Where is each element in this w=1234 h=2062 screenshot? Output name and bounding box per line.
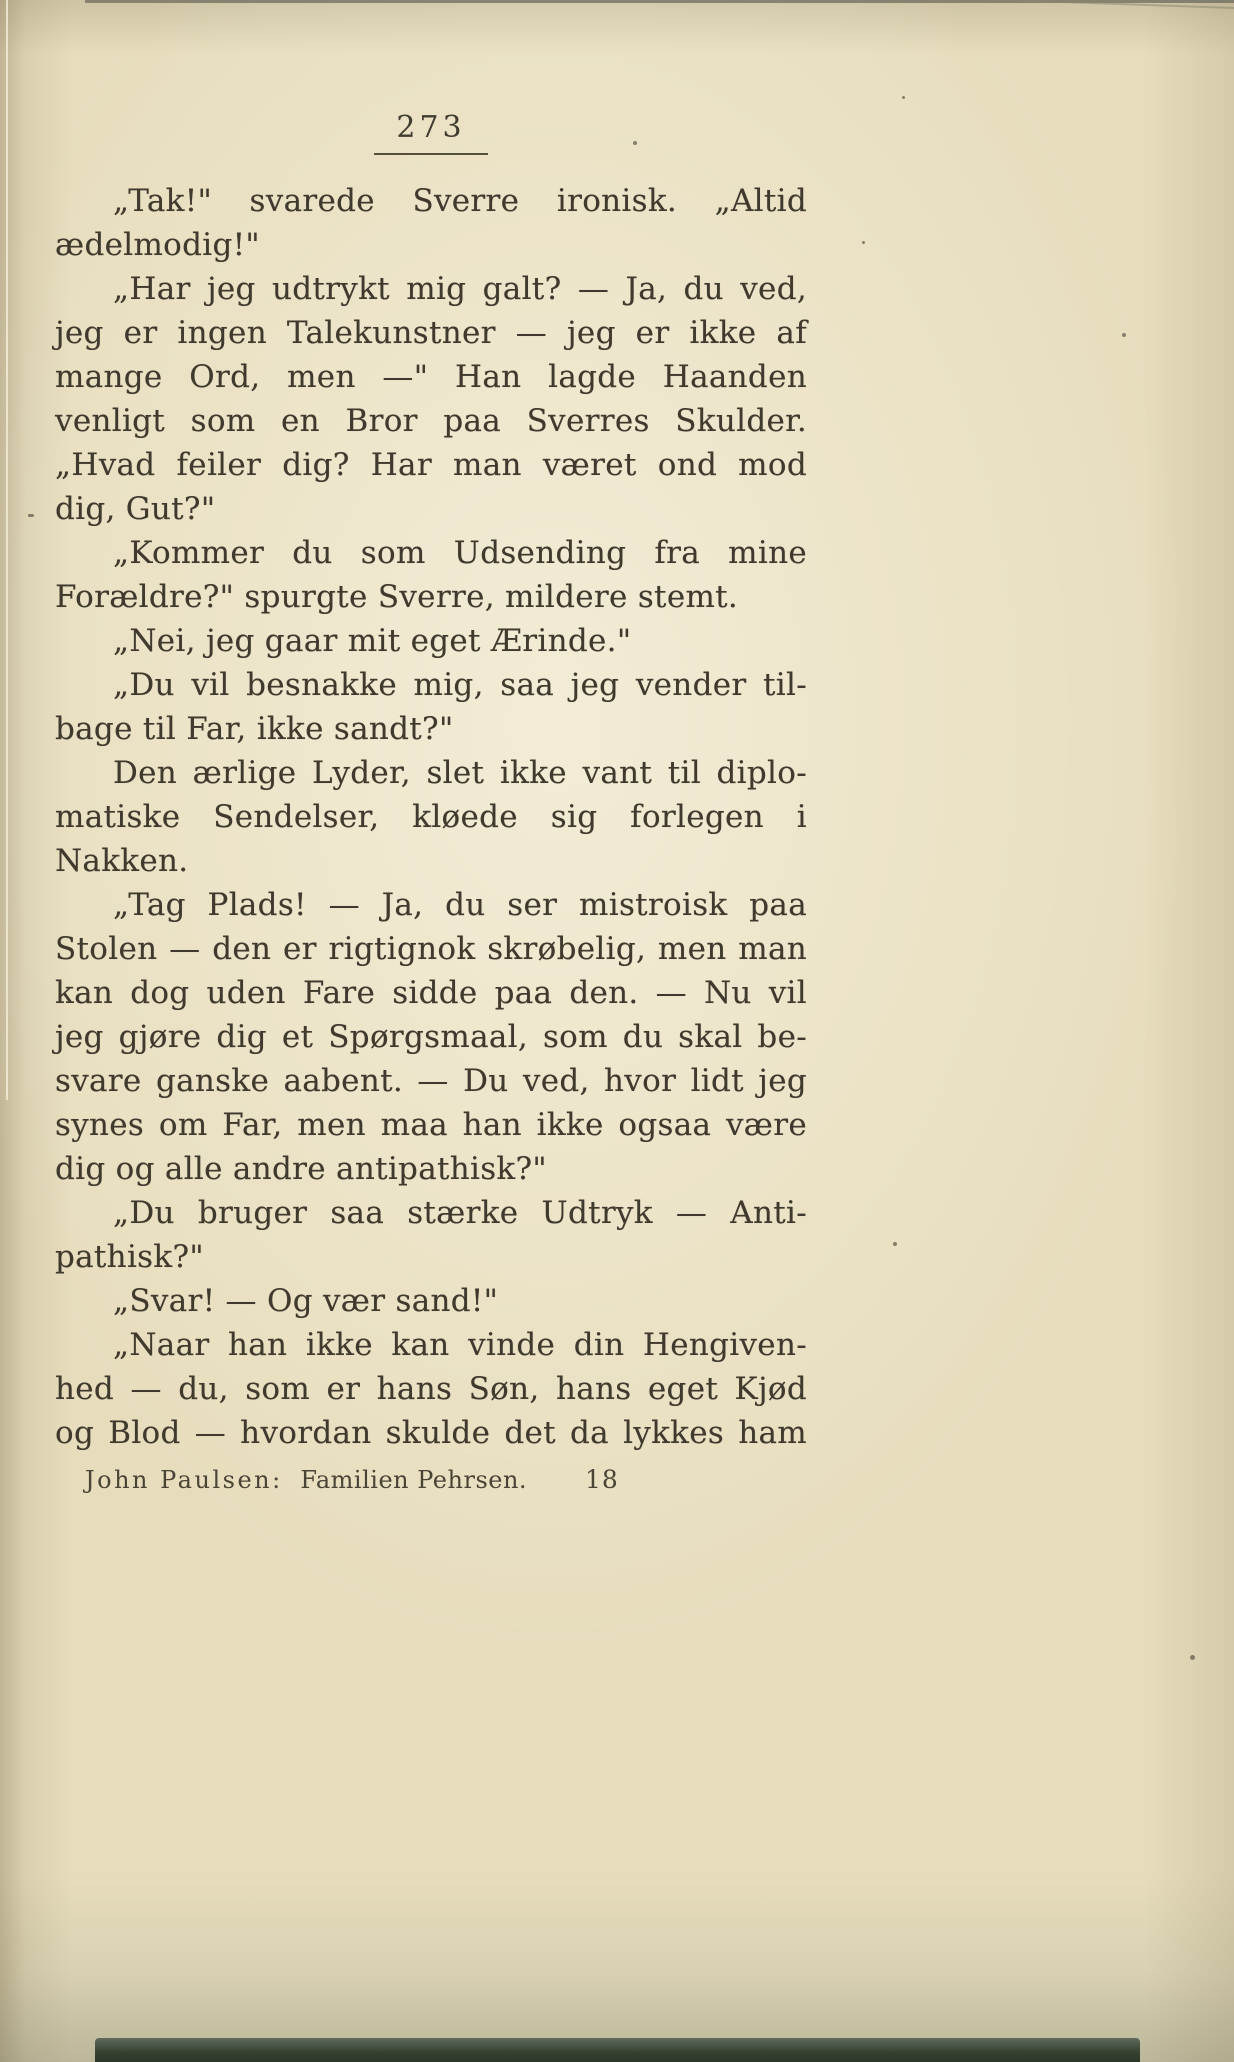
text-line: „Hvad feiler dig? Har man været ond mod bbox=[55, 447, 807, 483]
page-number-text: 273 bbox=[374, 110, 487, 155]
text-line: „Naar han ikke kan vinde din Hengiven- bbox=[113, 1327, 807, 1363]
ink-speck bbox=[1122, 333, 1126, 337]
ink-speck bbox=[1190, 1655, 1195, 1660]
text-line: synes om Far, men maa han ikke ogsaa være bbox=[55, 1107, 807, 1143]
text-line: „Du vil besnakke mig, saa jeg vender til- bbox=[113, 667, 807, 703]
footer-book-title: Familien Pehrsen. bbox=[300, 1466, 528, 1494]
text-line: venligt som en Bror paa Sverres Skulder. bbox=[55, 403, 807, 439]
text-line: Den ærlige Lyder, slet ikke vant til diplo- bbox=[113, 755, 807, 791]
text-line: pathisk?" bbox=[55, 1239, 204, 1275]
text-line: Stolen — den er rigtignok skrøbelig, men man bbox=[55, 931, 807, 967]
text-line: „Svar! — Og vær sand!" bbox=[113, 1283, 499, 1319]
ink-speck bbox=[28, 514, 34, 517]
ink-speck bbox=[893, 1242, 897, 1246]
text-line: matiske Sendelser, kløede sig forlegen i Nakken. bbox=[55, 799, 807, 879]
text-line: og Blod — hvordan skulde det da lykkes ham bbox=[55, 1415, 807, 1451]
text-line: Forældre?" spurgte Sverre, mildere stemt. bbox=[55, 579, 739, 615]
text-line: svare ganske aabent. — Du ved, hvor lidt jeg bbox=[55, 1063, 807, 1099]
page-number bbox=[55, 110, 807, 155]
page-footer bbox=[55, 1465, 807, 1495]
body-text bbox=[55, 179, 807, 1455]
text-line: jeg gjøre dig et Spørgsmaal, som du skal be- bbox=[55, 1019, 807, 1055]
text-line: „Kommer du som Udsending fra mine bbox=[113, 535, 807, 571]
text-line: „Nei, jeg gaar mit eget Ærinde." bbox=[113, 623, 632, 659]
text-line: ædelmodig!" bbox=[55, 227, 260, 263]
text-line: „Tag Plads! — Ja, du ser mistroisk paa bbox=[113, 887, 807, 923]
text-line: jeg er ingen Talekunstner — jeg er ikke af bbox=[55, 315, 807, 351]
text-line: dig, Gut?" bbox=[55, 491, 216, 527]
ink-speck bbox=[902, 96, 905, 99]
footer-author: John Paulsen: bbox=[85, 1466, 283, 1494]
footer-signature-number: 18 bbox=[585, 1465, 619, 1494]
text-line: „Du bruger saa stærke Udtryk — Anti- bbox=[113, 1195, 807, 1231]
text-column bbox=[55, 110, 807, 1495]
page-gutter-edge bbox=[6, 0, 8, 1100]
text-line: „Har jeg udtrykt mig galt? — Ja, du ved, bbox=[113, 271, 807, 307]
text-line: dig og alle andre antipathisk?" bbox=[55, 1151, 547, 1187]
text-line: kan dog uden Fare sidde paa den. — Nu vil bbox=[55, 975, 807, 1011]
text-line: mange Ord, men —" Han lagde Haanden bbox=[55, 359, 807, 395]
text-line: „Tak!" svarede Sverre ironisk. „Altid bbox=[113, 183, 807, 219]
ink-speck bbox=[862, 241, 865, 244]
text-line: bage til Far, ikke sandt?" bbox=[55, 711, 454, 747]
scan-bottom-edge bbox=[95, 2038, 1140, 2062]
text-line: hed — du, som er hans Søn, hans eget Kjød bbox=[55, 1371, 807, 1407]
